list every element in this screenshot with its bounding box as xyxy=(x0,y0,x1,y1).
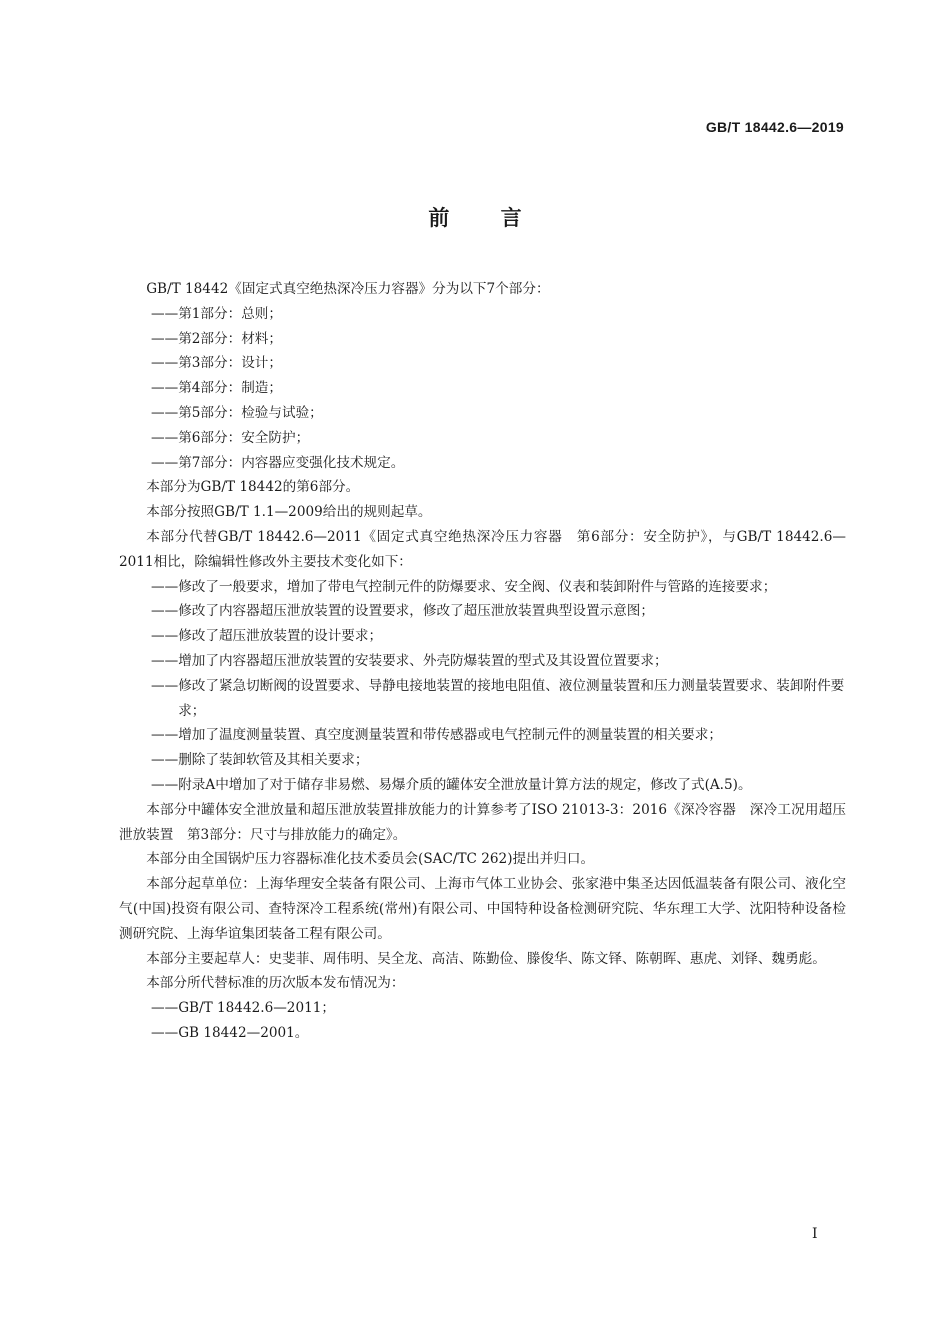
list-item: —— 第3部分：设计； xyxy=(151,355,282,372)
list-item: —— GB 18442—2001。 xyxy=(151,1024,309,1041)
list-item: —— GB/T 18442.6—2011； xyxy=(151,1000,336,1017)
paragraph-part6: 本部分为GB/T 18442的第6部分。 xyxy=(146,479,360,496)
paragraph-replaces: 本部分代替GB/T 18442.6—2011《固定式真空绝热深冷压力容器 第6部分：安全防护》，与GB/T 18442.6—2011相比，除编辑性修改外主要技术变化如下： xyxy=(119,528,846,570)
list-item: —— 修改了一般要求，增加了带电气控制元件的防爆要求、安全阀、仪表和装卸附件与管路的连接要求； xyxy=(151,578,777,595)
list-item: —— 删除了装卸软管及其相关要求； xyxy=(151,752,369,769)
list-item: —— 第6部分：安全防护； xyxy=(151,429,310,446)
paragraph-proposer: 本部分由全国锅炉压力容器标准化技术委员会(SAC/TC 262)提出并归口。 xyxy=(146,851,595,868)
paragraph-intro: GB/T 18442《固定式真空绝热深冷压力容器》分为以下7个部分： xyxy=(146,281,550,297)
list-item: —— 修改了紧急切断阀的设置要求、导静电接地装置的接地电阻值、液位测量装置和压力测量装置要求、装卸附件要求； xyxy=(151,677,845,719)
list-item: —— 第2部分：材料； xyxy=(151,330,282,347)
list-item: —— 第1部分：总则； xyxy=(151,305,282,322)
list-item: —— 修改了超压泄放装置的设计要求； xyxy=(151,628,383,645)
list-item: —— 附录A中增加了对于储存非易燃、易爆介质的罐体安全泄放量计算方法的规定，修改了式(A.5)。 xyxy=(151,776,752,793)
list-item: —— 增加了内容器超压泄放装置的安装要求、外壳防爆装置的型式及其设置位置要求； xyxy=(151,652,668,669)
list-item: —— 第4部分：制造； xyxy=(151,380,282,397)
foreword-body xyxy=(119,277,846,1046)
list-item: —— 增加了温度测量装置、真空度测量装置和带传感器或电气控制元件的测量装置的相关要求； xyxy=(151,727,722,744)
history-list xyxy=(119,996,846,1046)
paragraph-history: 本部分所代替标准的历次版本发布情况为： xyxy=(146,975,405,992)
page-title: 前 言 xyxy=(428,206,522,230)
list-item: —— 第5部分：检验与试验； xyxy=(151,404,323,421)
list-item: —— 修改了内容器超压泄放装置的设置要求，修改了超压泄放装置典型设置示意图； xyxy=(151,603,654,620)
standard-code: GB/T 18442.6—2019 xyxy=(705,119,844,135)
list-item: —— 第7部分：内容器应变强化技术规定。 xyxy=(151,454,405,471)
page-number: I xyxy=(812,1226,818,1242)
changes-list xyxy=(119,575,846,798)
paragraph-drafting-rules: 本部分按照GB/T 1.1—2009给出的规则起草。 xyxy=(146,504,432,521)
paragraph-reference: 本部分中罐体安全泄放量和超压泄放装置排放能力的计算参考了ISO 21013-3：2016《深冷容器 深冷工况用超压泄放装置 第3部分：尺寸与排放能力的确定》。 xyxy=(119,801,846,843)
paragraph-drafters: 本部分主要起草人：史斐菲、周伟明、吴全龙、高洁、陈勤俭、滕俊华、陈文铎、陈朝晖、惠虎、刘铎、魏勇彪。 xyxy=(146,950,826,967)
paragraph-drafting-units: 本部分起草单位：上海华理安全装备有限公司、上海市气体工业协会、张家港中集圣达因低温装备有限公司、液化空气(中国)投资有限公司、查特深冷工程系统(常州)有限公司、中国特种设备检测研究院、华东理工大学、沈阳特种设备检测研究院、上海华谊集团装备工程有限公司。 xyxy=(119,876,846,942)
parts-list xyxy=(119,302,846,476)
